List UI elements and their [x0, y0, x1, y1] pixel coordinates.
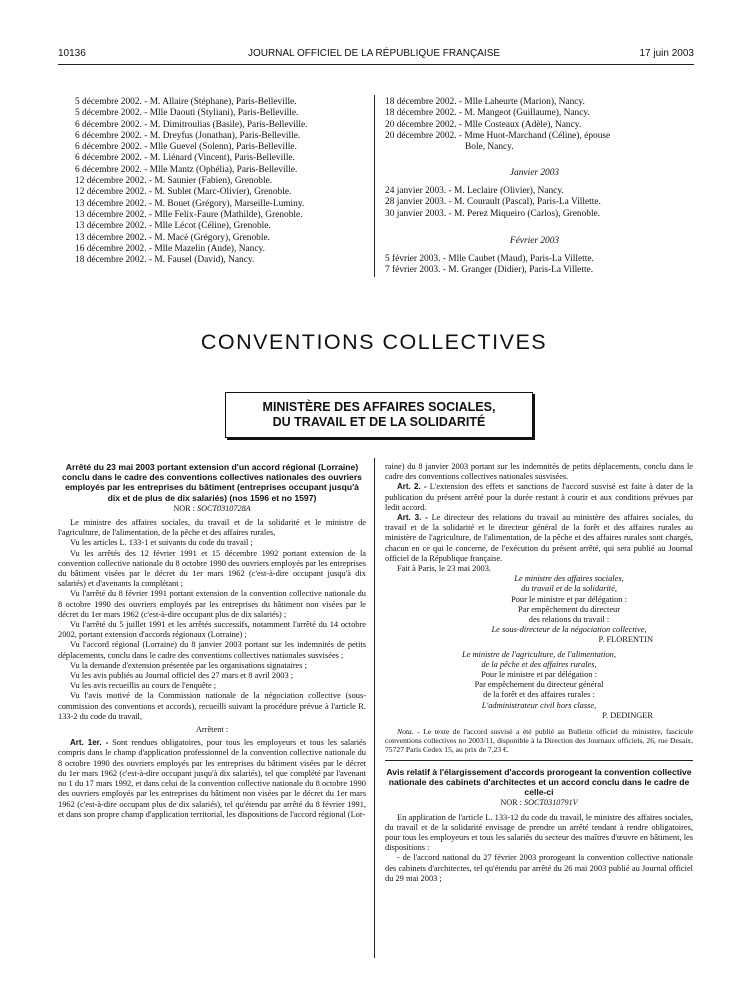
- list-entry: 12 décembre 2002. - M. Sublet (Marc-Olivier), Grenoble.: [75, 187, 292, 198]
- month-heading-fevrier: Février 2003: [509, 236, 560, 246]
- list-entry: 18 décembre 2002. - M. Mangeot (Guillaume), Nancy.: [385, 108, 590, 119]
- section-separator: [385, 760, 693, 761]
- month-heading-janvier: Janvier 2003: [509, 168, 560, 178]
- column-divider-top: [374, 95, 375, 277]
- avis-title: Avis relatif à l'élargissement d'accords prorogeant la convention collective nationale des cabinets d'architectes et un accord conclu dans le cadre de celle-ci: [386, 766, 692, 798]
- list-entry: 6 décembre 2002. - Mlle Guevel (Solenn), Paris-Belleville.: [75, 142, 297, 153]
- signature-line: P. FLORENTIN: [598, 635, 653, 645]
- signature-line: de la pêche et des affaires rurales,: [481, 659, 597, 669]
- right-name-list-dec: [385, 97, 610, 142]
- nota-label: Nota. -: [397, 727, 420, 737]
- list-entry: 13 décembre 2002. - Mlle Lécot (Céline), Grenoble.: [75, 221, 271, 232]
- avis-item: - de l'accord national du 27 février 2003 prorogeant la convention collective nationale des cabinets d'architectes, tel qu'étendu par arrêté du 26 mai 2003 publié au Journal officiel du 29 mai 2003 ;: [385, 853, 693, 883]
- column-divider-main: [374, 458, 375, 958]
- avis-nor: [385, 798, 693, 808]
- arretent: Arrêtent :: [195, 725, 229, 735]
- signature-line: Le ministre de l'agriculture, de l'alimentation,: [462, 649, 616, 659]
- ministry-line-2: DU TRAVAIL ET DE LA SOLIDARITÉ: [272, 415, 486, 429]
- arrete-intro: Le ministre des affaires sociales, du travail et de la solidarité et le ministre de l'agriculture, de l'alimentation, de la pêche et des affaires rurales,: [58, 518, 366, 538]
- list-entry: 16 décembre 2002. - Mlle Mazelin (Aude), Nancy.: [75, 243, 265, 254]
- section-title: CONVENTIONS COLLECTIVES: [200, 330, 548, 354]
- list-entry: 24 janvier 2003. - M. Leclaire (Olivier), Nancy.: [385, 186, 564, 196]
- signature-line: Par empêchement du directeur: [517, 604, 621, 614]
- vu-item: Vu l'arrêté du 5 juillet 1991 et les arrêtés successifs, notamment l'arrêté du 14 octobre 2002, portant extension d'accords régionaux (Lorraine) ;: [58, 620, 366, 640]
- article-2-label: Art. 2. -: [397, 482, 427, 492]
- nota: [385, 727, 693, 755]
- avis-body: En application de l'article L. 133-12 du code du travail, le ministre des affaires sociales, du travail et de la solidarité envisage de prendre un arrêté tendant à rendre obligatoires, pour tous les employeurs et tous les salariés du secteur des maîtres d'œuvre en bâtiment, les dispositions :: [385, 812, 693, 853]
- list-entry: 6 décembre 2002. - M. Dimitroulias (Basile), Paris-Belleville.: [75, 119, 308, 130]
- list-entry: 20 décembre 2002. - Mme Huot-Marchand (Céline), épouse: [385, 130, 611, 141]
- fait-a-paris: Fait à Paris, le 23 mai 2003.: [397, 564, 491, 574]
- avis-nor-label: NOR :: [500, 798, 522, 808]
- vu-list: [58, 538, 366, 722]
- arrete-nor: [58, 504, 366, 514]
- list-entry: 12 décembre 2002. - M. Saunier (Fabien), Grenoble.: [75, 176, 273, 187]
- list-entry: 30 janvier 2003. - M. Perez Miqueiro (Carlos), Grenoble.: [385, 208, 601, 219]
- vu-item: Vu l'avis motivé de la Commission nationale de la négociation collective (sous-commission des conventions et accords), recueilli suivant la procédure prévue à l'article R. 133-2 du code du travail,: [58, 691, 366, 721]
- signature-line: Pour le ministre et par délégation :: [511, 594, 627, 604]
- vu-item: Vu les avis recueillis au cours de l'enquête ;: [70, 681, 217, 691]
- signature-line: Le ministre des affaires sociales,: [514, 574, 624, 584]
- nor-code: SOCT0310728A: [196, 503, 251, 513]
- list-entry: 20 décembre 2002. - Mlle Costeaux (Adèle), Nancy.: [385, 119, 582, 130]
- avis-nor-code: SOCT0310791V: [523, 798, 578, 808]
- list-entry: 13 décembre 2002. - M. Macé (Grégory), Grenoble.: [75, 232, 270, 243]
- vu-item: Vu les arrêtés des 12 février 1991 et 15 décembre 1992 portant extension de la convention collective nationale du 8 octobre 1990 des ouvriers employés par les entreprises du bâtiment visées par le décret du 1er mars 1962 (c'est-à-dire occupant jusqu'à dix salariés) et d'avenants la complétant ;: [58, 548, 366, 589]
- signature-block-2: [385, 650, 693, 721]
- signature-line: Le sous-directeur de la négociation collective,: [491, 625, 647, 635]
- article-1: [58, 738, 366, 820]
- article-1-continued: raine) du 8 janvier 2003 portant sur les indemnités de petits déplacements, conclu dans le cadre des conventions collectives nationales susvisées.: [385, 462, 693, 482]
- list-entry: 6 décembre 2002. - M. Dreyfus (Jonathan), Paris-Belleville.: [75, 130, 301, 141]
- vu-item: Vu l'accord régional (Lorraine) du 8 janvier 2003 portant sur les indemnités de petits déplacements, conclu dans le cadre des conventions collectives nationales susvisées ;: [58, 640, 366, 660]
- signature-line: des relations du travail :: [528, 615, 610, 625]
- list-entry: 7 février 2003. - M. Granger (Didier), Paris-La Villette.: [385, 265, 594, 276]
- ministry-line-1: MINISTÈRE DES AFFAIRES SOCIALES,: [262, 400, 496, 414]
- right-column: [385, 462, 693, 884]
- right-name-list-feb: [385, 254, 594, 277]
- right-name-list-jan: [385, 186, 601, 220]
- article-1-text: Sont rendues obligatoires, pour tous les employeurs et tous les salariés compris dans le champ d'application professionnel de la convention collective nationale du 8 octobre 1990 des ouvriers employés par les entreprises du bâtiment visées par le décret du 1er mars 1962 (c'est-à-dire occupant jusqu'à dix salariés), tel que complété par l'avenant no 1 du 17 mars 1992, et dans celui de la convention collective nationale du 8 octobre 1990 des ouvriers employés par les entreprises du bâtiment non visées par le décret du 1er mars 1962 (c'est-à-dire occupant plus de dix salariés), tel qu'étendu par arrêté du 8 février 1991, et dans son propre champ d'application territorial, les dispositions de l'accord régional (Lor-: [58, 738, 367, 819]
- signature-line: du travail et de la solidarité,: [521, 584, 617, 594]
- article-1-label: Art. 1er. -: [70, 738, 109, 748]
- arrete-title: Arrêté du 23 mai 2003 portant extension d'un accord régional (Lorraine) conclu dans le cadre des conventions collectives nationales des ouvriers employés par les entreprises du bâtiment (entreprises occupant jusqu'à dix et de plus de dix salariés) (nos 1596 et no 1597): [62, 462, 362, 503]
- article-3-text: Le directeur des relations du travail au ministère des affaires sociales, du travail et de la solidarité et le directeur général de la forêt et des affaires rurales au ministère de l'agriculture, de l'alimentation, de la pêche et des affaires rurales sont chargés, chacun en ce qui le concerne, de l'exécution du présent arrêté, qui sera publié au Journal officiel de la République française.: [385, 513, 694, 563]
- article-3-label: Art. 3. -: [397, 513, 428, 523]
- left-name-list: [75, 97, 308, 266]
- ministry-box: [225, 392, 533, 438]
- journal-title: JOURNAL OFFICIEL DE LA RÉPUBLIQUE FRANÇAISE: [247, 48, 501, 59]
- vu-item: Vu les articles L. 133-1 et suivants du code du travail ;: [70, 538, 253, 548]
- signature-line: de la forêt et des affaires rurales :: [483, 690, 595, 700]
- list-entry: 5 décembre 2002. - M. Allaire (Stéphane), Paris-Belleville.: [75, 97, 297, 107]
- list-entry: 6 décembre 2002. - M. Liénard (Vincent), Paris-Belleville.: [75, 153, 295, 164]
- list-entry: 18 décembre 2002. - Mlle Laheurte (Marion), Nancy.: [385, 97, 585, 107]
- nor-label: NOR :: [173, 503, 195, 513]
- signature-block-1: [385, 574, 693, 645]
- article-2: [385, 482, 693, 513]
- vu-item: Vu la demande d'extension présentée par les organisations signataires ;: [70, 660, 307, 670]
- list-entry: 13 décembre 2002. - Mlle Felix-Faure (Mathilde), Grenoble.: [75, 209, 303, 220]
- vu-item: Vu l'arrêté du 8 février 1991 portant extension de la convention collective nationale du 8 octobre 1990 des ouvriers employés par les entreprises du bâtiment non visées par le décret du 1er mars 1962 (c'est-à-dire occupant plus de dix salariés) ;: [58, 589, 366, 619]
- list-entry: 5 décembre 2002. - Mlle Daouti (Styliani), Paris-Belleville.: [75, 108, 299, 119]
- page-number: 10136: [58, 48, 86, 59]
- page-date: 17 juin 2003: [639, 48, 694, 59]
- header-rule: [58, 64, 694, 65]
- article-3: [385, 513, 693, 564]
- article-2-text: L'extension des effets et sanctions de l'accord susvisé est faite à dater de la publication du présent arrêté pour la durée restant à courir et aux conditions prévues par ledit accord.: [385, 482, 693, 512]
- vu-item: Vu les avis publiés au Journal officiel des 27 mars et 8 avril 2003 ;: [70, 671, 294, 681]
- list-entry: 5 février 2003. - Mlle Caubet (Maud), Paris-La Villette.: [385, 254, 594, 264]
- list-entry: 18 décembre 2002. - M. Fausel (David), Nancy.: [75, 255, 255, 266]
- left-column: [58, 462, 366, 820]
- nota-text: Le texte de l'accord susvisé a été publié au Bulletin officiel du ministère, fascicule conventions collectives no 2003/11, disponible à la Direction des Journaux officiels, 26, rue Desaix, 75727 Paris Cedex 15, au prix de 7,23 €.: [385, 727, 693, 755]
- list-continuation: Bole, Nancy.: [465, 142, 514, 152]
- signature-line: P. DEDINGER: [602, 710, 653, 720]
- list-entry: 13 décembre 2002. - M. Bouet (Grégory), Marseille-Luminy.: [75, 198, 305, 209]
- signature-line: Pour le ministre et par délégation :: [481, 670, 597, 680]
- list-entry: 28 janvier 2003. - M. Courault (Pascal), Paris-La Villette.: [385, 197, 601, 208]
- list-entry: 6 décembre 2002. - Mlle Mantz (Ophélia), Paris-Belleville.: [75, 164, 298, 175]
- signature-line: L'administrateur civil hors classe,: [481, 700, 597, 710]
- signature-line: Par empêchement du directeur général: [474, 680, 604, 690]
